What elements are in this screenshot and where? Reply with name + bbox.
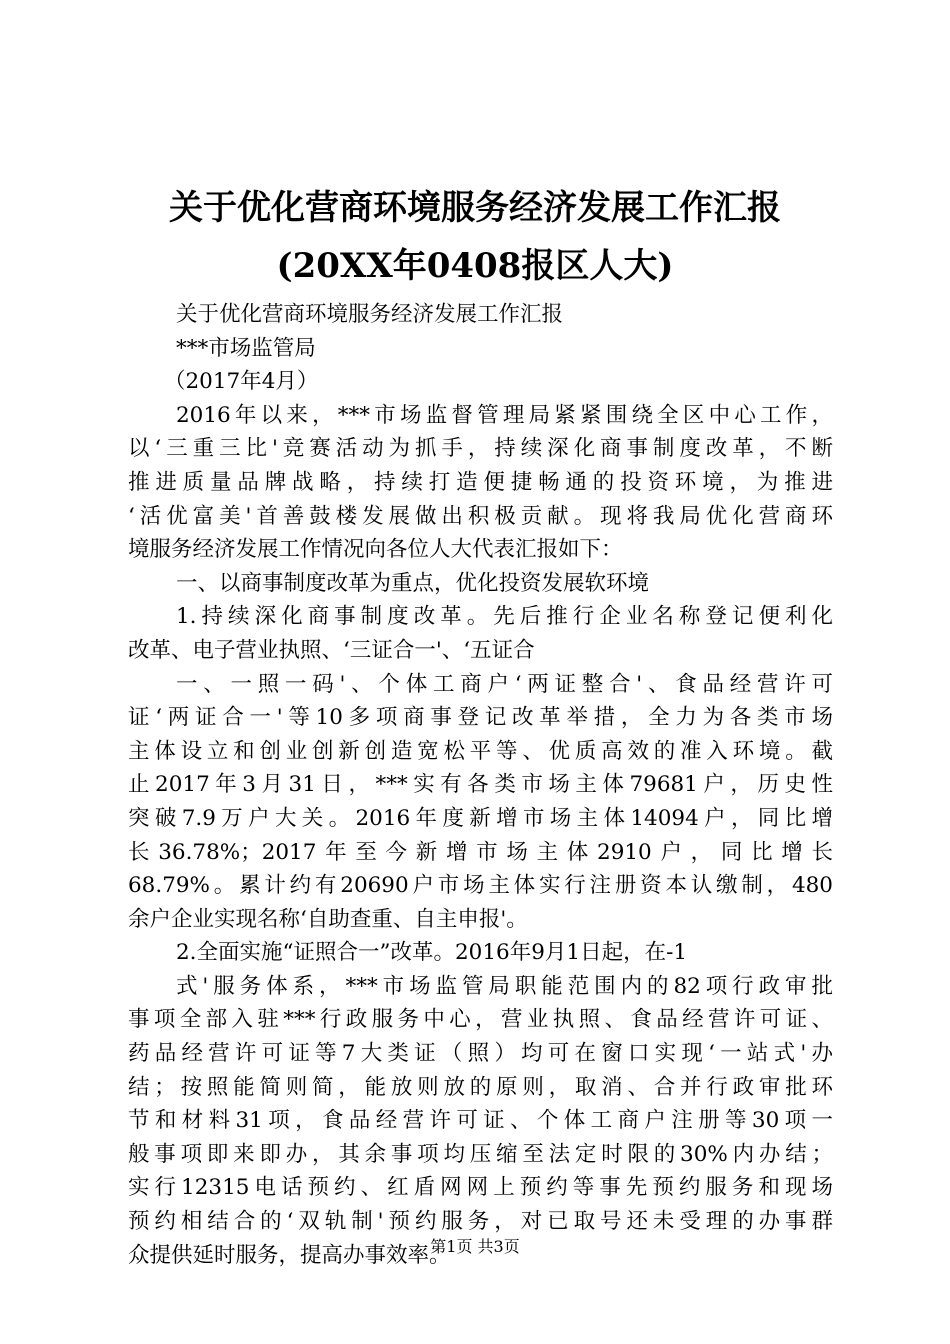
paragraph-line: 余户企业实现名称‘自助查重、自主申报'。 xyxy=(128,906,528,932)
paragraph-line: 改革、电子营业执照、‘三证合一'、‘五证合 xyxy=(128,637,535,663)
document-title: 关于优化营商环境服务经济发展工作汇报 xyxy=(169,188,781,228)
paragraph-line: 推进质量品牌战略，持续打造便捷畅通的投资环境，为推进 xyxy=(128,469,833,495)
paragraph-line: 节和材料31项，食品经营许可证、个体工商户注册等30项一 xyxy=(128,1108,833,1134)
paragraph-line: 预约相结合的‘双轨制'预约服务，对已取号还未受理的办事群 xyxy=(128,1209,833,1235)
paragraph-line: 实行12315电话预约、红盾网网上预约等事先预约服务和现场 xyxy=(128,1175,833,1201)
paragraph-line: 境服务经济发展工作情况向各位人大代表汇报如下： xyxy=(128,537,623,563)
paragraph-line: 事项全部入驻***行政服务中心，营业执照、食品经营许可证、 xyxy=(128,1007,833,1033)
section-heading: 一、以商事制度改革为重点，优化投资发展软环境 xyxy=(176,570,650,596)
paragraph-line: ‘活优富美'首善鼓楼发展做出积极贡献。现将我局优化营商环 xyxy=(128,503,833,529)
document-body xyxy=(128,298,833,1272)
body-line-report-title: 关于优化营商环境服务经济发展工作汇报 xyxy=(176,302,564,327)
paragraph-line: 药品经营许可证等7大类证（照）均可在窗口实现‘一站式'办 xyxy=(128,1041,833,1067)
paragraph-line: 式'服务体系，***市场监管局职能范围内的82项行政审批 xyxy=(176,973,833,999)
document-subtitle: (20XX年0408报区人大) xyxy=(276,246,674,286)
paragraph-line: 止2017年3月31日，***实有各类市场主体79681户，历史性 xyxy=(128,772,833,798)
body-line-author: ***市场监管局 xyxy=(176,335,316,361)
paragraph-line: 68.79%。累计约有20690户市场主体实行注册资本认缴制，480 xyxy=(128,873,833,899)
page-footer: 第1页 共3页 xyxy=(430,1237,520,1256)
paragraph-line: 结；按照能简则简，能放则放的原则，取消、合并行政审批环 xyxy=(128,1074,833,1100)
paragraph-line: 众提供延时服务，提高办事效率。 xyxy=(128,1242,451,1268)
paragraph-line: 1.持续深化商事制度改革。先后推行企业名称登记便利化 xyxy=(176,604,833,630)
paragraph-line: 般事项即来即办，其余事项均压缩至法定时限的30%内办结； xyxy=(128,1141,833,1167)
paragraph-line: 2.全面实施“证照合一”改革。2016年9月1日起，在-1 xyxy=(176,940,688,966)
paragraph-line: 长36.78%；2017年至今新增市场主体2910户，同比增长 xyxy=(128,839,833,865)
paragraph-line: 以‘三重三比'竞赛活动为抓手，持续深化商事制度改革，不断 xyxy=(128,436,833,462)
paragraph-line: 突破7.9万户大关。2016年度新增市场主体14094户，同比增 xyxy=(128,805,833,831)
paragraph-line: 2016年以来，***市场监督管理局紧紧围绕全区中心工作， xyxy=(176,402,833,428)
body-line-date: （2017年4月） xyxy=(164,369,319,395)
paragraph-line: 主体设立和创业创新创造宽松平等、优质高效的准入环境。截 xyxy=(128,738,833,764)
paragraph-line: 证‘两证合一'等10多项商事登记改革举措，全力为各类市场 xyxy=(128,705,833,731)
paragraph-line: 一、一照一码'、个体工商户‘两证整合'、食品经营许可 xyxy=(176,671,833,697)
